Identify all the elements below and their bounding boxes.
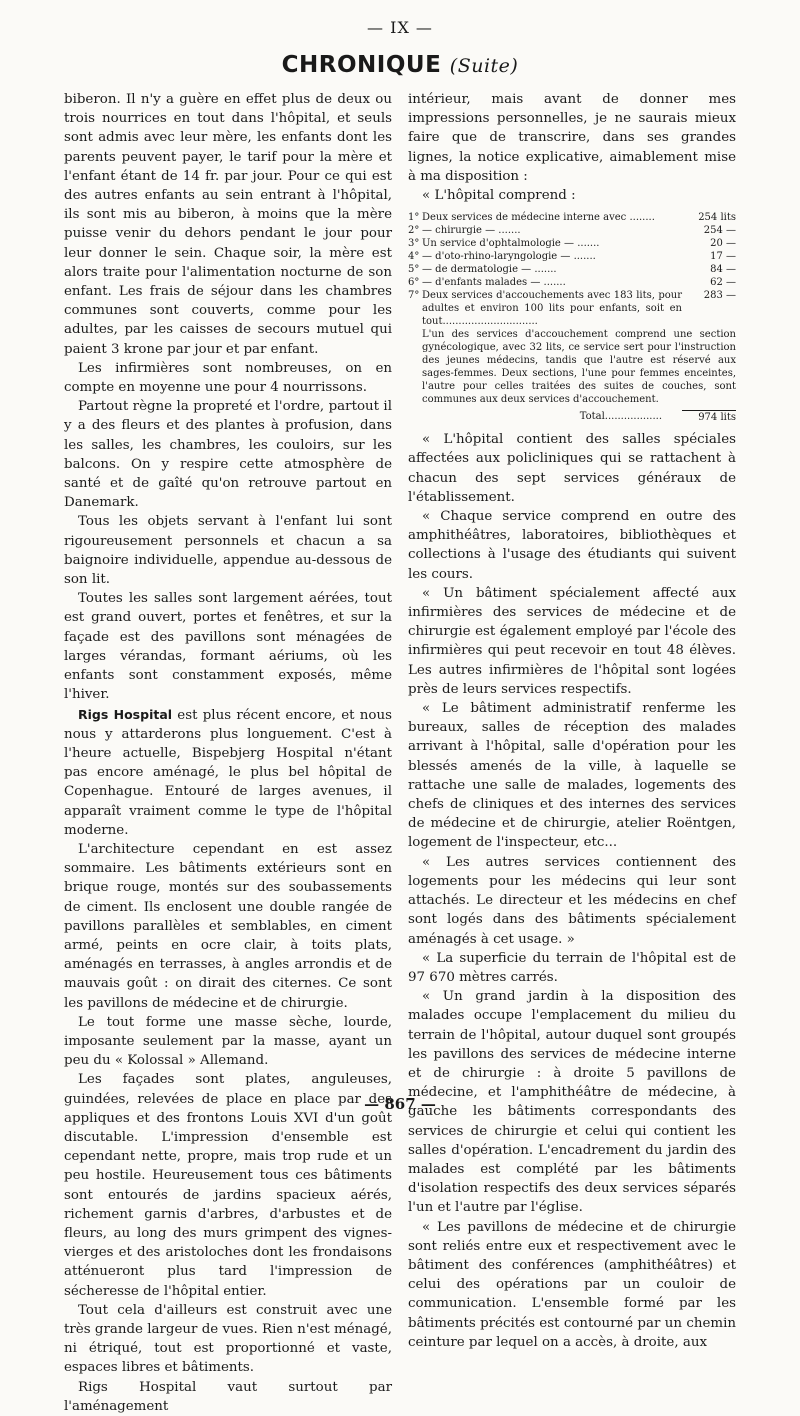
- left-column: [64, 90, 392, 1416]
- item-number: 1°: [408, 212, 420, 224]
- list-item: [408, 263, 736, 276]
- paragraph: Les infirmières sont nombreuses, on en compte en moyenne une pour 4 nourrissons.: [64, 360, 392, 396]
- paragraph: Le tout forme une masse sèche, lourde, imposante seulement par la masse, ayant un peu du « Kolossal » Allemand.: [64, 1014, 392, 1069]
- item-value: 17 —: [710, 251, 736, 263]
- paragraph: intérieur, mais avant de donner mes impressions personnelles, je ne saurais mieux faire que de transcrire, dans ses grandes lignes, la notice explicative, aimablement mise à ma disposition :: [408, 92, 736, 184]
- item-number: 2°: [408, 225, 420, 237]
- paragraph: « La superficie du terrain de l'hôpital est de 97 670 mètres carrés.: [408, 950, 736, 985]
- paragraph: Rigs Hospital vaut surtout par l'aménagement: [64, 1379, 392, 1414]
- item-value: 20 —: [710, 238, 736, 250]
- paragraph: « L'hôpital comprend :: [422, 188, 576, 204]
- list-item: [408, 276, 736, 289]
- paragraph: Les façades sont plates, anguleuses, guindées, relevées de place en place par des appliques et des frontons Louis XVI d'un goût discutable. L'impression d'ensemble est cependant nette, propre, mais trop rude et un peu hostile. Heureusement tous ces bâtiments sont entourés de jardins spacieux aérés, richement garnis d'arbres, d'arbustes et de fleurs, au long des murs grimpent des vignes-vierges et des aristoloches dont les frondaisons atténueront plus tard l'impression de sécheresse de l'hôpital entier.: [64, 1072, 392, 1299]
- paragraph: « Le bâtiment administratif renferme les bureaux, salles de réception des malades arrivant à l'hôpital, salle d'opération pour les blessés amenés de la ville, à laquelle se rattache une salle de malades, logements des chefs de cliniques et des internes des services de médecine et de chirurgie, atelier Roëntgen, logement de l'inspecteur, etc...: [408, 701, 736, 851]
- list-item: [408, 211, 736, 224]
- services-note: L'un des services d'accouchement comprend une section gynécologique, avec 32 lits, ce service sert pour l'instruction des jeunes médecins, tandis que l'autre est réservé aux sages-femmes. Deux sections, l'une pour femmes enceintes, l'autre pour celles traitées des suites de couches, sont communes aux deux services d'accouchement.: [422, 329, 736, 406]
- total-label: Total..................: [579, 411, 662, 423]
- item-number: 4°: [408, 251, 420, 263]
- list-item: [408, 250, 736, 263]
- item-label: Deux services d'accouchements avec 183 lits, pour adultes et environ 100 lits pour enfants, soit en tout..............................: [422, 290, 682, 328]
- paragraph: Tous les objets servant à l'enfant lui sont rigoureusement personnels et chacun a sa baignoire individuelle, appendue au-dessous de son lit.: [64, 514, 392, 588]
- title-text: CHRONIQUE: [281, 52, 442, 78]
- paragraph: biberon. Il n'y a guère en effet plus de deux ou trois nourrices en tout dans l'hôpital, et seuls sont admis avec leur mère, les enfants dont les parents peuvent payer, le tarif pour la mère et l'enfant étant de 14 fr. par jour. Pour ce qui est des autres enfants au sein entrant à l'hôpital, ils sont mis au biberon, à moins que la mère puisse venir du dehors pendant le jour pour leur donner le sein. Chaque soir, la mère est alors traite pour l'alimentation nocturne de son enfant. Les frais de séjour dans les chambres communes sont couverts, comme pour les adultes, par les caisses de secours mutuel qui paient 3 krone par jour et par enfant.: [64, 92, 392, 357]
- total-row: [408, 410, 736, 424]
- item-value: 283 —: [703, 290, 736, 302]
- running-page-number: — IX —: [367, 18, 433, 37]
- list-item: [408, 237, 736, 250]
- list-item: [408, 289, 736, 328]
- item-number: 3°: [408, 238, 420, 250]
- item-number: 6°: [408, 277, 420, 289]
- section-title: [0, 52, 800, 78]
- paragraph: L'architecture cependant en est assez sommaire. Les bâtiments extérieurs sont en brique rouge, montés sur des soubassements de ciment. Ils enclosent une double rangée de pavillons parallèles et semblables, en ciment armé, peints en ocre clair, à toits plats, aménagés en terrasses, à angles arrondis et de mauvais goût : on dirait des citernes. Ce sont les pavillons de médecine et de chirurgie.: [64, 841, 392, 1011]
- item-value: 62 —: [710, 277, 736, 289]
- title-suffix: (Suite): [449, 55, 519, 77]
- paragraph: « Chaque service comprend en outre des amphithéâtres, laboratoires, bibliothèques et collections à l'usage des étudiants qui suivent les cours.: [408, 509, 736, 582]
- item-label: — de dermatologie — .......: [422, 264, 557, 276]
- total-value: 974 lits: [682, 410, 736, 424]
- services-list: [408, 211, 736, 424]
- paragraph: « Les pavillons de médecine et de chirurgie sont reliés entre eux et respectivement avec le bâtiment des conférences (amphithéâtres) et celui des opérations par un couloir de communication. L'ensemble formé par les bâtiments précités est contourné par un chemin ceinture par lequel on a accès, à droite, aux: [408, 1219, 736, 1350]
- paragraph: « Les autres services contiennent des logements pour les médecins qui leur sont attachés. Le directeur et les médecins en chef sont logés dans des bâtiments spécialement aménagés à cet usage. »: [408, 854, 736, 947]
- item-label: Un service d'ophtalmologie — .......: [422, 238, 600, 250]
- paragraph: « Un bâtiment spécialement affecté aux infirmières des services de médecine et de chirurgie est également employé par l'école des infirmières qui peut recevoir en tout 48 élèves. Les autres infirmières de l'hôpital sont logées près de leurs services respectifs.: [408, 585, 736, 697]
- right-column: [408, 90, 736, 1352]
- item-label: — chirurgie — .......: [422, 225, 521, 237]
- paragraph: « L'hôpital contient des salles spéciales affectées aux policliniques qui se rattachent à chacun des sept services généraux de l'établissement.: [408, 432, 736, 505]
- paragraph-text: est plus récent encore, et nous nous y attarderons plus longuement. C'est à l'heure actuelle, Bispebjerg Hospital n'étant pas encore aménagé, le plus bel hôpital de Copenhague. Entouré de larges avenues, il apparaît vraiment comme le type de l'hôpital moderne.: [64, 707, 392, 838]
- item-value: 254 lits: [698, 212, 736, 224]
- item-value: 84 —: [710, 264, 736, 276]
- item-number: 7°: [408, 290, 420, 302]
- paragraph: Partout règne la propreté et l'ordre, partout il y a des fleurs et des plantes à profusion, dans les salles, les chambres, les couloirs, sur les balcons. On y respire cette atmosphère de santé et de gaîté qu'on retrouve partout en Danemark.: [64, 399, 392, 511]
- page-number: — 867 —: [364, 1095, 436, 1113]
- item-number: 5°: [408, 264, 420, 276]
- paragraph: « Un grand jardin à la disposition des malades occupe l'emplacement du milieu du terrain de l'hôpital, autour duquel sont groupés les pavillons des services de médecine interne et de chirurgie : à droite 5 pavillons de médecine, et l'amphithéâtre de médecine, à gauche les bâtiments correspondants des services de chirurgie et celui qui contient les salles d'opération. L'encadrement du jardin des malades est complété par les bâtiments d'isolation respectifs des deux services séparés l'un et l'autre par l'église.: [408, 989, 736, 1216]
- rigs-hospital-name: Rigs Hospital: [78, 706, 173, 722]
- paragraph: Tout cela d'ailleurs est construit avec une très grande largeur de vues. Rien n'est ménagé, ni étriqué, tout est proportionné et vaste, espaces libres et bâtiments.: [64, 1302, 392, 1376]
- list-item: [408, 224, 736, 237]
- item-label: — d'oto-rhino-laryngologie — .......: [422, 251, 596, 263]
- paragraph: Toutes les salles sont largement aérées, tout est grand ouvert, portes et fenêtres, et sur la façade est des pavillons sont ménagées de larges vérandas, formant aériums, où les enfants sont constamment exposés, même l'hiver.: [64, 591, 392, 703]
- item-label: Deux services de médecine interne avec ........: [422, 212, 655, 224]
- item-value: 254 —: [703, 225, 736, 237]
- paragraph-rigs-hospital: [64, 705, 392, 840]
- item-label: — d'enfants malades — .......: [422, 277, 566, 289]
